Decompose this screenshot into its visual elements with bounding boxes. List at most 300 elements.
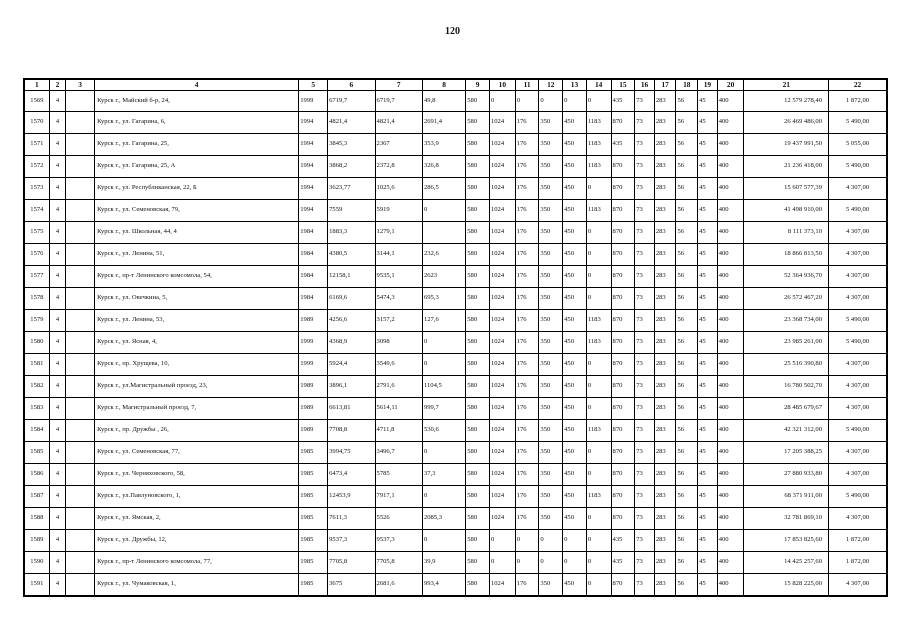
column-header-11: 11	[515, 80, 539, 91]
table-cell-col-1: 1574	[25, 200, 50, 222]
table-cell-col-8: 0	[422, 530, 465, 552]
table-cell-col-16: 73	[635, 420, 655, 442]
table-cell-col-8: 999,7	[422, 398, 465, 420]
table-cell-col-4: Курск г., пр-т Ленинского комсомола, 54,	[95, 266, 299, 288]
table-cell-col-4: Курск г., ул. Семеновская, 77,	[95, 442, 299, 464]
table-cell-col-22: 4 307,00	[829, 222, 887, 244]
table-cell-col-9: 580	[466, 266, 490, 288]
table-cell-col-3	[66, 310, 95, 332]
table-cell-col-15: 435	[611, 530, 635, 552]
table-cell-col-1: 1581	[25, 354, 50, 376]
table-cell-col-18: 56	[676, 156, 698, 178]
column-header-20: 20	[717, 80, 744, 91]
table-cell-col-18: 56	[676, 464, 698, 486]
table-cell-col-11: 176	[515, 354, 539, 376]
table-cell-col-11: 176	[515, 398, 539, 420]
table-cell-col-1: 1591	[25, 574, 50, 596]
table-cell-col-21: 23 368 734,00	[744, 310, 829, 332]
table-cell-col-15: 870	[611, 222, 635, 244]
column-header-2: 2	[49, 80, 65, 91]
table-cell-col-6: 6473,4	[328, 464, 375, 486]
table-row	[25, 310, 887, 332]
table-cell-col-7: 9537,3	[375, 530, 422, 552]
table-cell-col-14: 1183	[586, 134, 611, 156]
table-cell-col-19: 45	[698, 464, 718, 486]
table-cell-col-15: 870	[611, 156, 635, 178]
table-cell-col-16: 73	[635, 552, 655, 574]
table-cell-col-18: 56	[676, 574, 698, 596]
table-cell-col-20: 400	[717, 486, 744, 508]
table-cell-col-20: 400	[717, 442, 744, 464]
table-cell-col-21: 17 205 388,25	[744, 442, 829, 464]
table-cell-col-17: 283	[654, 288, 676, 310]
table-cell-col-21: 52 364 936,70	[744, 266, 829, 288]
table-cell-col-21: 21 236 418,00	[744, 156, 829, 178]
table-cell-col-7: 4821,4	[375, 112, 422, 134]
table-cell-col-21: 41 498 910,00	[744, 200, 829, 222]
table-cell-col-10: 0	[489, 91, 515, 112]
housing-registry-table	[23, 78, 888, 597]
table-cell-col-4: Курск г., ул.Павлуновского, 1,	[95, 486, 299, 508]
table-cell-col-1: 1573	[25, 178, 50, 200]
table-cell-col-5: 1999	[299, 332, 328, 354]
table-cell-col-7: 3157,2	[375, 310, 422, 332]
table-cell-col-20: 400	[717, 354, 744, 376]
table-cell-col-17: 283	[654, 156, 676, 178]
table-cell-col-9: 580	[466, 156, 490, 178]
table-cell-col-18: 56	[676, 442, 698, 464]
table-cell-col-20: 400	[717, 178, 744, 200]
table-cell-col-16: 73	[635, 574, 655, 596]
table-cell-col-3	[66, 244, 95, 266]
table-cell-col-11: 176	[515, 310, 539, 332]
table-row	[25, 486, 887, 508]
table-cell-col-15: 870	[611, 398, 635, 420]
table-cell-col-20: 400	[717, 288, 744, 310]
table-cell-col-18: 56	[676, 112, 698, 134]
table-cell-col-20: 400	[717, 156, 744, 178]
table-cell-col-3	[66, 442, 95, 464]
table-cell-col-6: 4380,5	[328, 244, 375, 266]
table-cell-col-11: 176	[515, 178, 539, 200]
table-cell-col-13: 0	[563, 530, 587, 552]
table-cell-col-16: 73	[635, 376, 655, 398]
column-header-15: 15	[611, 80, 635, 91]
table-cell-col-2: 4	[49, 288, 65, 310]
table-cell-col-22: 5 490,00	[829, 200, 887, 222]
table-cell-col-2: 4	[49, 464, 65, 486]
table-cell-col-15: 870	[611, 244, 635, 266]
table-cell-col-11: 0	[515, 530, 539, 552]
table-cell-col-3	[66, 266, 95, 288]
table-cell-col-17: 283	[654, 244, 676, 266]
table-cell-col-2: 4	[49, 134, 65, 156]
table-cell-col-2: 4	[49, 200, 65, 222]
table-cell-col-6: 3896,1	[328, 376, 375, 398]
table-cell-col-11: 0	[515, 552, 539, 574]
table-cell-col-14: 1183	[586, 112, 611, 134]
table-cell-col-1: 1582	[25, 376, 50, 398]
table-cell-col-9: 580	[466, 398, 490, 420]
table-cell-col-2: 4	[49, 530, 65, 552]
table-cell-col-8: 2691,4	[422, 112, 465, 134]
table-cell-col-16: 73	[635, 178, 655, 200]
table-cell-col-1: 1586	[25, 464, 50, 486]
table-cell-col-2: 4	[49, 178, 65, 200]
table-cell-col-5: 1984	[299, 222, 328, 244]
table-cell-col-4: Курск г., Магистральный проезд, 7,	[95, 398, 299, 420]
table-cell-col-20: 400	[717, 134, 744, 156]
table-cell-col-14: 0	[586, 442, 611, 464]
table-row	[25, 112, 887, 134]
table-cell-col-18: 56	[676, 376, 698, 398]
table-row	[25, 442, 887, 464]
table-cell-col-20: 400	[717, 112, 744, 134]
table-cell-col-19: 45	[698, 222, 718, 244]
table-cell-col-19: 45	[698, 486, 718, 508]
table-cell-col-5: 1989	[299, 420, 328, 442]
table-cell-col-14: 0	[586, 222, 611, 244]
table-cell-col-15: 870	[611, 508, 635, 530]
table-cell-col-4: Курск г., ул.Магистральный проезд, 23,	[95, 376, 299, 398]
table-cell-col-6: 1883,3	[328, 222, 375, 244]
table-cell-col-4: Курск г., ул. Ямская, 2,	[95, 508, 299, 530]
table-cell-col-9: 580	[466, 200, 490, 222]
table-cell-col-12: 350	[539, 156, 563, 178]
table-cell-col-12: 350	[539, 178, 563, 200]
table-cell-col-20: 400	[717, 530, 744, 552]
table-cell-col-14: 0	[586, 574, 611, 596]
table-cell-col-7: 1279,1	[375, 222, 422, 244]
table-cell-col-2: 4	[49, 91, 65, 112]
column-header-13: 13	[563, 80, 587, 91]
table-cell-col-1: 1580	[25, 332, 50, 354]
table-cell-col-8: 1104,5	[422, 376, 465, 398]
table-cell-col-3	[66, 508, 95, 530]
table-cell-col-2: 4	[49, 266, 65, 288]
table-cell-col-16: 73	[635, 508, 655, 530]
table-cell-col-9: 580	[466, 354, 490, 376]
table-row	[25, 200, 887, 222]
table-cell-col-20: 400	[717, 266, 744, 288]
table-cell-col-11: 176	[515, 134, 539, 156]
table-cell-col-6: 4368,9	[328, 332, 375, 354]
table-cell-col-6: 6719,7	[328, 91, 375, 112]
table-cell-col-10: 0	[489, 552, 515, 574]
table-cell-col-12: 350	[539, 398, 563, 420]
table-cell-col-3	[66, 156, 95, 178]
table-cell-col-14: 0	[586, 244, 611, 266]
table-cell-col-12: 0	[539, 552, 563, 574]
table-cell-col-19: 45	[698, 376, 718, 398]
table-cell-col-10: 1024	[489, 244, 515, 266]
table-row	[25, 398, 887, 420]
table-cell-col-17: 283	[654, 354, 676, 376]
table-cell-col-16: 73	[635, 244, 655, 266]
table-cell-col-1: 1571	[25, 134, 50, 156]
table-cell-col-19: 45	[698, 156, 718, 178]
table-cell-col-9: 580	[466, 310, 490, 332]
table-cell-col-8: 37,3	[422, 464, 465, 486]
table-cell-col-13: 450	[563, 156, 587, 178]
table-cell-col-9: 580	[466, 288, 490, 310]
table-cell-col-13: 450	[563, 288, 587, 310]
table-cell-col-14: 1183	[586, 200, 611, 222]
table-cell-col-1: 1589	[25, 530, 50, 552]
table-cell-col-12: 350	[539, 376, 563, 398]
table-cell-col-16: 73	[635, 134, 655, 156]
table-cell-col-6: 4821,4	[328, 112, 375, 134]
table-cell-col-4: Курск г., ул. Чумаковская, 1,	[95, 574, 299, 596]
table-cell-col-11: 176	[515, 574, 539, 596]
table-cell-col-18: 56	[676, 178, 698, 200]
table-cell-col-6: 7705,8	[328, 552, 375, 574]
table-cell-col-4: Курск г., пр. Хрущева, 10,	[95, 354, 299, 376]
table-cell-col-8: 530,6	[422, 420, 465, 442]
table-cell-col-7: 1025,6	[375, 178, 422, 200]
table-cell-col-7: 3549,6	[375, 354, 422, 376]
table-cell-col-21: 18 866 813,50	[744, 244, 829, 266]
table-cell-col-7: 3496,7	[375, 442, 422, 464]
table-cell-col-16: 73	[635, 288, 655, 310]
table-cell-col-17: 283	[654, 266, 676, 288]
table-cell-col-9: 580	[466, 222, 490, 244]
table-cell-col-3	[66, 530, 95, 552]
table-cell-col-3	[66, 222, 95, 244]
table-cell-col-8	[422, 222, 465, 244]
table-cell-col-3	[66, 332, 95, 354]
table-cell-col-22: 4 307,00	[829, 288, 887, 310]
table-cell-col-17: 283	[654, 420, 676, 442]
table-cell-col-22: 5 490,00	[829, 310, 887, 332]
table-cell-col-16: 73	[635, 91, 655, 112]
table-cell-col-4: Курск г., ул. Семеновская, 79,	[95, 200, 299, 222]
table-cell-col-19: 45	[698, 398, 718, 420]
table-cell-col-11: 176	[515, 244, 539, 266]
table-cell-col-19: 45	[698, 266, 718, 288]
table-cell-col-11: 176	[515, 112, 539, 134]
column-header-8: 8	[422, 80, 465, 91]
table-cell-col-12: 350	[539, 574, 563, 596]
table-cell-col-16: 73	[635, 156, 655, 178]
table-cell-col-19: 45	[698, 91, 718, 112]
table-cell-col-11: 176	[515, 332, 539, 354]
table-cell-col-10: 1024	[489, 464, 515, 486]
table-cell-col-5: 1994	[299, 200, 328, 222]
table-row	[25, 354, 887, 376]
table-cell-col-2: 4	[49, 354, 65, 376]
table-cell-col-11: 176	[515, 486, 539, 508]
table-cell-col-5: 1984	[299, 288, 328, 310]
table-cell-col-14: 1183	[586, 156, 611, 178]
table-cell-col-21: 68 371 911,00	[744, 486, 829, 508]
table-cell-col-17: 283	[654, 486, 676, 508]
table-cell-col-3	[66, 420, 95, 442]
table-cell-col-14: 0	[586, 464, 611, 486]
table-cell-col-2: 4	[49, 552, 65, 574]
table-cell-col-12: 350	[539, 266, 563, 288]
table-cell-col-13: 450	[563, 442, 587, 464]
column-header-3: 3	[66, 80, 95, 91]
table-cell-col-8: 127,6	[422, 310, 465, 332]
table-cell-col-5: 1994	[299, 178, 328, 200]
table-cell-col-7: 5919	[375, 200, 422, 222]
table-cell-col-18: 56	[676, 354, 698, 376]
table-cell-col-22: 4 307,00	[829, 398, 887, 420]
table-cell-col-4: Курск г., ул. Ленина, 53,	[95, 310, 299, 332]
table-cell-col-1: 1587	[25, 486, 50, 508]
table-cell-col-7: 2367	[375, 134, 422, 156]
table-cell-col-8: 0	[422, 200, 465, 222]
table-cell-col-19: 45	[698, 530, 718, 552]
table-cell-col-13: 450	[563, 376, 587, 398]
table-cell-col-15: 870	[611, 376, 635, 398]
table-cell-col-16: 73	[635, 398, 655, 420]
table-cell-col-20: 400	[717, 574, 744, 596]
table-cell-col-9: 580	[466, 486, 490, 508]
table-cell-col-22: 4 307,00	[829, 464, 887, 486]
table-cell-col-14: 1183	[586, 420, 611, 442]
table-cell-col-17: 283	[654, 508, 676, 530]
table-cell-col-22: 4 307,00	[829, 178, 887, 200]
table-cell-col-4: Курск г., ул. Гагарина, 6,	[95, 112, 299, 134]
table-cell-col-8: 49,8	[422, 91, 465, 112]
table-cell-col-1: 1588	[25, 508, 50, 530]
table-cell-col-3	[66, 178, 95, 200]
table-cell-col-6: 3675	[328, 574, 375, 596]
table-row	[25, 420, 887, 442]
table-cell-col-22: 5 055,00	[829, 134, 887, 156]
table-cell-col-9: 580	[466, 112, 490, 134]
column-header-18: 18	[676, 80, 698, 91]
table-cell-col-17: 283	[654, 134, 676, 156]
table-cell-col-2: 4	[49, 244, 65, 266]
table-cell-col-16: 73	[635, 354, 655, 376]
table-cell-col-11: 176	[515, 508, 539, 530]
table-cell-col-5: 1985	[299, 574, 328, 596]
table-cell-col-19: 45	[698, 508, 718, 530]
table-cell-col-12: 350	[539, 354, 563, 376]
table-cell-col-22: 5 490,00	[829, 332, 887, 354]
table-cell-col-10: 1024	[489, 222, 515, 244]
table-cell-col-3	[66, 486, 95, 508]
table-cell-col-5: 1985	[299, 552, 328, 574]
table-cell-col-11: 176	[515, 266, 539, 288]
table-row	[25, 134, 887, 156]
table-cell-col-20: 400	[717, 91, 744, 112]
table-cell-col-21: 15 828 225,00	[744, 574, 829, 596]
table-cell-col-15: 870	[611, 332, 635, 354]
table-cell-col-12: 0	[539, 530, 563, 552]
table-cell-col-13: 450	[563, 574, 587, 596]
table-cell-col-1: 1590	[25, 552, 50, 574]
table-cell-col-7: 2791,6	[375, 376, 422, 398]
table-cell-col-5: 1989	[299, 376, 328, 398]
table-cell-col-18: 56	[676, 398, 698, 420]
column-header-17: 17	[654, 80, 676, 91]
table-cell-col-18: 56	[676, 332, 698, 354]
table-cell-col-5: 1989	[299, 310, 328, 332]
table-cell-col-11: 176	[515, 156, 539, 178]
table-cell-col-16: 73	[635, 530, 655, 552]
table-cell-col-12: 350	[539, 508, 563, 530]
table-cell-col-8: 39,9	[422, 552, 465, 574]
table-row	[25, 91, 887, 112]
table-cell-col-8: 2623	[422, 266, 465, 288]
table-cell-col-6: 3845,3	[328, 134, 375, 156]
table-cell-col-17: 283	[654, 376, 676, 398]
table-cell-col-7: 7705,8	[375, 552, 422, 574]
table-cell-col-10: 1024	[489, 354, 515, 376]
table-cell-col-7: 5526	[375, 508, 422, 530]
table-cell-col-20: 400	[717, 222, 744, 244]
table-cell-col-15: 870	[611, 354, 635, 376]
column-header-22: 22	[829, 80, 887, 91]
table-cell-col-4: Курск г., пр-т Ленинского комсомола, 77,	[95, 552, 299, 574]
table-cell-col-14: 0	[586, 354, 611, 376]
table-cell-col-2: 4	[49, 376, 65, 398]
table-cell-col-21: 32 781 869,10	[744, 508, 829, 530]
table-cell-col-7: 3144,1	[375, 244, 422, 266]
column-header-14: 14	[586, 80, 611, 91]
column-header-21: 21	[744, 80, 829, 91]
table-cell-col-10: 1024	[489, 178, 515, 200]
table-cell-col-18: 56	[676, 244, 698, 266]
table-cell-col-16: 73	[635, 332, 655, 354]
table-cell-col-19: 45	[698, 200, 718, 222]
table-cell-col-1: 1584	[25, 420, 50, 442]
table-cell-col-20: 400	[717, 552, 744, 574]
table-cell-col-8: 0	[422, 332, 465, 354]
table-cell-col-16: 73	[635, 200, 655, 222]
table-cell-col-5: 1984	[299, 266, 328, 288]
table-cell-col-6: 7559	[328, 200, 375, 222]
table-cell-col-20: 400	[717, 200, 744, 222]
table-cell-col-10: 1024	[489, 398, 515, 420]
table-cell-col-3	[66, 574, 95, 596]
table-cell-col-8: 0	[422, 354, 465, 376]
table-cell-col-14: 0	[586, 288, 611, 310]
table-cell-col-4: Курск г., ул. Республиканская, 22, Б	[95, 178, 299, 200]
table-row	[25, 332, 887, 354]
table-row	[25, 530, 887, 552]
table-cell-col-15: 870	[611, 288, 635, 310]
table-cell-col-18: 56	[676, 266, 698, 288]
table-cell-col-15: 870	[611, 112, 635, 134]
table-cell-col-9: 580	[466, 530, 490, 552]
table-cell-col-14: 1183	[586, 310, 611, 332]
page-number: 120	[445, 26, 460, 37]
table-cell-col-21: 28 485 679,67	[744, 398, 829, 420]
table-cell-col-15: 435	[611, 91, 635, 112]
table-row	[25, 574, 887, 596]
table-cell-col-8: 993,4	[422, 574, 465, 596]
table-cell-col-5: 1999	[299, 91, 328, 112]
table-cell-col-10: 1024	[489, 266, 515, 288]
table-cell-col-21: 25 516 390,80	[744, 354, 829, 376]
table-cell-col-2: 4	[49, 112, 65, 134]
table-cell-col-14: 0	[586, 376, 611, 398]
table-cell-col-13: 450	[563, 354, 587, 376]
table-cell-col-2: 4	[49, 508, 65, 530]
table-cell-col-11: 176	[515, 442, 539, 464]
table-cell-col-14: 0	[586, 398, 611, 420]
table-cell-col-16: 73	[635, 112, 655, 134]
column-header-4: 4	[95, 80, 299, 91]
table-cell-col-14: 0	[586, 552, 611, 574]
table-cell-col-21: 16 780 502,70	[744, 376, 829, 398]
table-cell-col-18: 56	[676, 91, 698, 112]
